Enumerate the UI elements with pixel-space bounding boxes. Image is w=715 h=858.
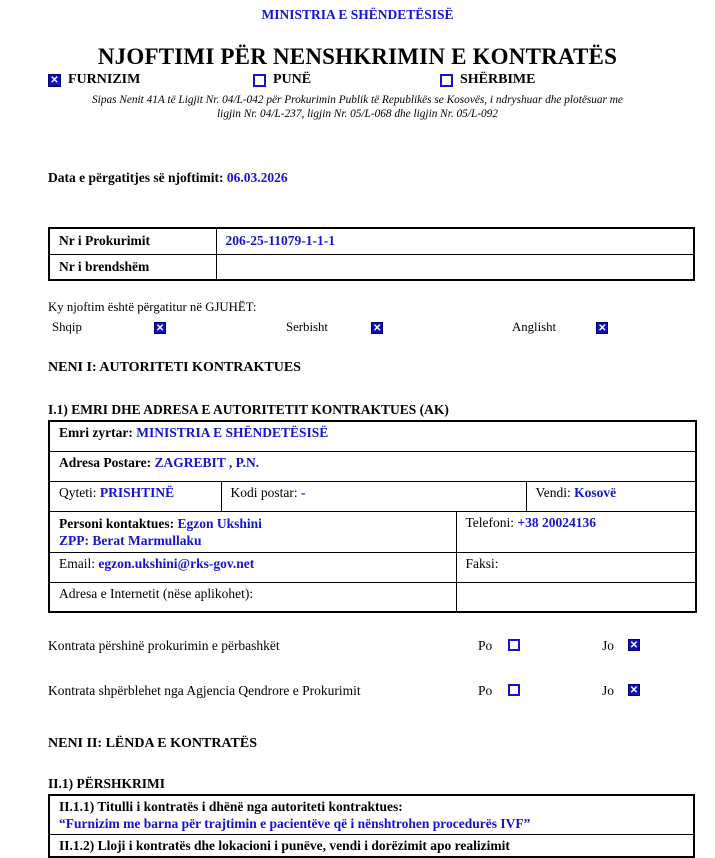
section2-subheading: II.1) PËRSHKRIMI	[48, 776, 166, 791]
contract-type-row	[0, 72, 715, 90]
internet-address-label: Adresa e Internetit (nëse aplikohet):	[59, 585, 254, 601]
contact-person-label: Personi kontaktues:	[59, 515, 175, 531]
joint-procurement-jo-checkbox[interactable]	[628, 639, 640, 651]
joint-procurement-question	[0, 638, 715, 655]
table-row	[49, 254, 694, 280]
legal-note	[0, 94, 715, 121]
email-label: Email:	[59, 555, 95, 571]
city-cell	[49, 481, 221, 511]
furnizim-checkbox[interactable]	[48, 74, 61, 87]
city-value: PRISHTINË	[99, 484, 175, 500]
table-row	[49, 481, 696, 511]
phone-value: +38 20024136	[517, 514, 596, 530]
contract-title-cell	[49, 795, 694, 835]
table-row	[49, 421, 696, 451]
official-name-label: Emri zyrtar:	[59, 425, 133, 440]
postal-code-value: -	[301, 484, 306, 500]
date-prepared-label: Data e përgatitjes së njoftimit:	[48, 170, 224, 185]
contract-title-value: “Furnizim me barna për trajtimin e pacientëve që i nënshtrohen procedurës IVF”	[59, 816, 531, 831]
language-option-shqip	[52, 320, 166, 335]
procurement-number-value: 206-25-11079-1-1-1	[216, 228, 694, 254]
serbisht-label: Serbisht	[286, 320, 328, 334]
sherbime-checkbox[interactable]	[440, 74, 453, 87]
jo-label: Jo	[602, 683, 615, 698]
joint-procurement-text: Kontrata përshinë prokurimin e përbashkët	[48, 638, 280, 653]
legal-note-line1: Sipas Nenit 41A të Ligjit Nr. 04/L-042 për Prokurimin Publik të Republikës se Kosovës, i ndryshuar dhe plotësuar me	[92, 94, 623, 106]
furnizim-label: FURNIZIM	[68, 72, 141, 87]
central-agency-question	[0, 683, 715, 700]
sherbime-label: SHËRBIME	[460, 72, 536, 87]
email-value: egzon.ukshini@rks-gov.net	[98, 555, 255, 571]
table-row	[49, 795, 694, 835]
postal-address-label: Adresa Postare:	[59, 454, 152, 470]
anglisht-label: Anglisht	[512, 320, 557, 334]
languages-row	[0, 320, 715, 336]
phone-label: Telefoni:	[465, 514, 515, 530]
pune-label: PUNË	[273, 72, 312, 87]
zpp-value: Berat Marmullaku	[92, 532, 202, 548]
fax-label: Faksi:	[465, 555, 499, 571]
joint-procurement-po-checkbox[interactable]	[508, 639, 520, 651]
page-title: NJOFTIMI PËR NENSHKRIMIN E KONTRATËS	[97, 44, 618, 69]
city-label: Qyteti:	[59, 484, 97, 500]
ministry-header: MINISTRIA E SHËNDETËSISË	[261, 7, 454, 22]
postal-code-cell	[221, 481, 526, 511]
central-agency-jo-checkbox[interactable]	[628, 684, 640, 696]
postal-code-label: Kodi postar:	[230, 484, 298, 500]
section1-subheading: I.1) EMRI DHE ADRESA E AUTORITETIT KONTRAKTUES (AK)	[48, 402, 449, 417]
table-row	[49, 451, 696, 481]
contracting-authority-table	[48, 420, 697, 613]
section2-heading: NENI II: LËNDA E KONTRATËS	[48, 736, 258, 751]
country-value: Kosovë	[574, 484, 617, 500]
table-row	[49, 228, 694, 254]
country-cell	[526, 481, 696, 511]
procurement-number-table	[48, 227, 695, 281]
type-option-furnizim	[48, 72, 140, 88]
jo-label: Jo	[602, 638, 615, 653]
contact-person-cell	[49, 511, 456, 552]
official-name-value: MINISTRIA E SHËNDETËSISË	[136, 425, 329, 440]
table-row	[49, 511, 696, 552]
section1-heading: NENI I: AUTORITETI KONTRAKTUES	[48, 360, 301, 375]
type-option-pune	[253, 72, 311, 88]
legal-note-line2: ligjin Nr. 04/L-237, ligjin Nr. 05/L-068 dhe ligjin Nr. 05/L-092	[217, 107, 498, 120]
serbisht-checkbox[interactable]	[371, 322, 383, 334]
official-name-cell	[49, 421, 696, 451]
internet-address-cell	[49, 582, 456, 612]
languages-intro: Ky njoftim është përgatitur në GJUHËT:	[48, 300, 257, 314]
date-prepared-line	[48, 170, 715, 186]
contract-signing-notice-document	[0, 7, 715, 853]
shqip-checkbox[interactable]	[154, 322, 166, 334]
internal-number-label: Nr i brendshëm	[49, 254, 216, 280]
zpp-label: ZPP:	[59, 532, 89, 548]
po-label: Po	[478, 683, 493, 698]
date-prepared-value: 06.03.2026	[226, 170, 288, 185]
country-label: Vendi:	[535, 484, 571, 500]
type-option-sherbime	[440, 72, 535, 88]
internet-address-value-cell	[456, 582, 696, 612]
email-cell	[49, 552, 456, 582]
fax-cell	[456, 552, 696, 582]
central-agency-text: Kontrata shpërblehet nga Agjencia Qendrore e Prokurimit	[48, 683, 361, 698]
table-row	[49, 835, 694, 858]
phone-cell	[456, 511, 696, 552]
procurement-number-label: Nr i Prokurimit	[49, 228, 216, 254]
postal-address-value: ZAGREBIT , P.N.	[154, 454, 260, 470]
contract-title-label: II.1.1) Titulli i kontratës i dhënë nga autoriteti kontraktues:	[59, 799, 403, 814]
postal-address-cell	[49, 451, 696, 481]
table-row	[49, 552, 696, 582]
language-option-serbisht	[286, 320, 383, 335]
table-row	[49, 582, 696, 612]
central-agency-po-checkbox[interactable]	[508, 684, 520, 696]
contract-type-location-cell	[49, 835, 694, 858]
contact-person-value: Egzon Ukshini	[177, 515, 262, 531]
internal-number-value	[216, 254, 694, 280]
pune-checkbox[interactable]	[253, 74, 266, 87]
po-label: Po	[478, 638, 493, 653]
anglisht-checkbox[interactable]	[596, 322, 608, 334]
language-option-anglisht	[512, 320, 608, 335]
contract-type-location-label: II.1.2) Lloji i kontratës dhe lokacioni i punëve, vendi i dorëzimit apo realizimit	[59, 838, 510, 853]
shqip-label: Shqip	[52, 320, 82, 334]
